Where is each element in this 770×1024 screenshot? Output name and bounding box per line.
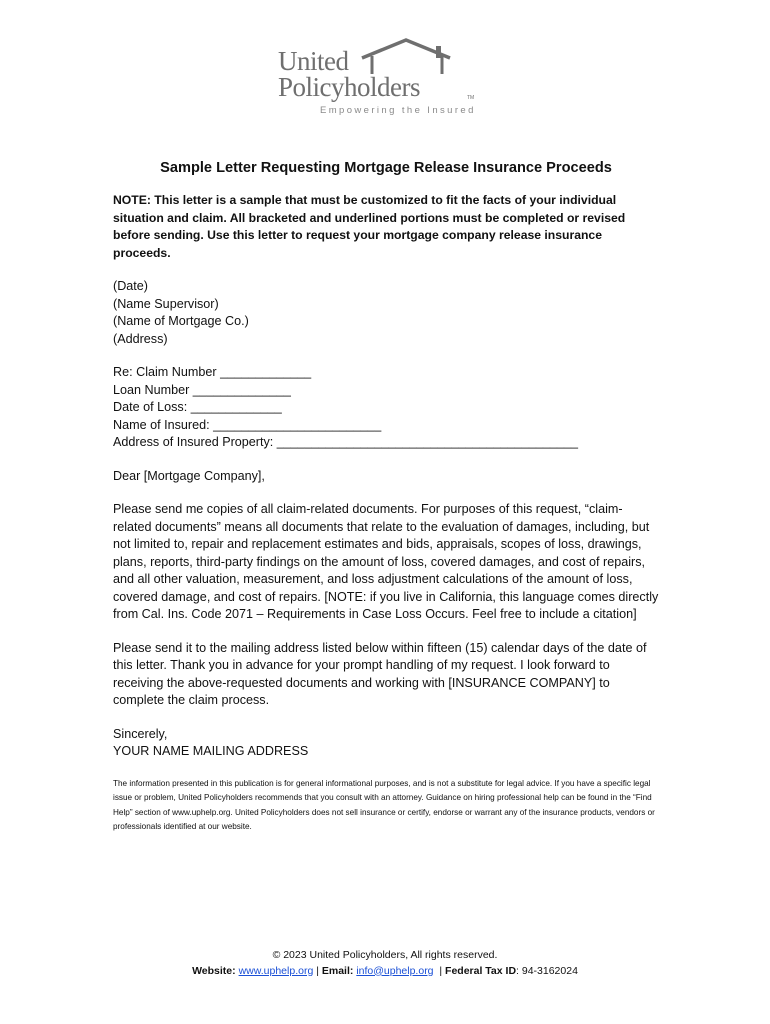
- logo-word-united: United: [278, 46, 349, 76]
- logo-tagline: Empowering the Insured: [320, 105, 476, 116]
- address-block: [113, 278, 659, 348]
- body-paragraph-1: Please send me copies of all claim-related documents. For purposes of this request, “claim-related documents” means all documents that relate to the evaluation of damages, including, but not limited to, repair and replacement estimates and bids, appraisals, scopes of loss, drawings, plans, reports, third-party findings on the amount of loss, covered damages, and cost of repairs, and all other valuation, measurement, and loss adjustment calculations of the amount of loss, covered damage, and cost of repairs. [NOTE: if you live in California, this language comes directly from Cal. Ins. Code 2071 – Requirements in Case Loss Occurs. Feel free to include a citation]: [113, 502, 659, 621]
- footer-website-link[interactable]: www.uphelp.org: [238, 964, 314, 977]
- page-footer: [0, 948, 770, 979]
- closing-signature: YOUR NAME MAILING ADDRESS: [113, 744, 309, 758]
- re-block: [113, 364, 659, 452]
- logo-trademark: TM: [467, 95, 475, 101]
- footer-taxid-value: : 94-3162024: [516, 964, 578, 977]
- footer-email-link[interactable]: info@uphelp.org: [356, 964, 434, 977]
- body-paragraph-2: Please send it to the mailing address listed below within fifteen (15) calendar days of the date of this letter. Thank you in advance for your prompt handling of my request. I look forward to receiving the above-requested documents and working with [INSURANCE COMPANY] to complete the claim process.: [113, 640, 647, 707]
- re-loan-number: Loan Number ______________: [113, 382, 291, 397]
- re-claim-number: Re: Claim Number _____________: [113, 365, 312, 379]
- closing-block: [113, 726, 659, 761]
- closing-sincerely: Sincerely,: [113, 726, 168, 741]
- letter-document: [113, 158, 659, 835]
- address-date: (Date): [113, 279, 148, 293]
- footer-separator: |: [439, 964, 443, 977]
- re-name-of-insured: Name of Insured: ________________________: [113, 417, 382, 432]
- footer-separator: |: [316, 964, 319, 977]
- footer-contact-line: [0, 964, 770, 980]
- document-title: Sample Letter Requesting Mortgage Release Insurance Proceeds: [160, 160, 612, 176]
- address-mortgage-co: (Name of Mortgage Co.): [113, 314, 249, 328]
- footer-website-label: Website:: [192, 964, 236, 977]
- note-paragraph: NOTE: This letter is a sample that must be customized to fit the facts of your individual situation and claim. All bracketed and underlined portions must be completed or revised before sending. Use this letter to request your mortgage company release insurance proceeds.: [113, 193, 626, 260]
- re-date-of-loss: Date of Loss: _____________: [113, 400, 282, 414]
- re-address-of-property: Address of Insured Property: ___________________________________________: [113, 435, 578, 449]
- disclaimer: The information presented in this publication is for general informational purposes, and is not a substitute for legal advice. If you have a specific legal issue or problem, United Policyholders recommends that you consult with an attorney. Guidance on hiring professional help can be found in the “Find Help” section of www.uphelp.org. United Policyholders does not sell insurance or certify, endorse or warrant any of the insurance products, vendors or professionals identified at our website.: [113, 778, 655, 831]
- logo-word-policyholders: Policyholders: [278, 72, 420, 102]
- address-line: (Address): [113, 331, 168, 346]
- footer-taxid-label: Federal Tax ID: [445, 964, 517, 977]
- footer-copyright: © 2023 United Policyholders, All rights reserved.: [272, 949, 498, 961]
- address-supervisor: (Name Supervisor): [113, 296, 219, 311]
- footer-email-label: Email:: [321, 964, 354, 977]
- united-policyholders-logo: [276, 36, 486, 120]
- salutation: Dear [Mortgage Company],: [113, 468, 265, 483]
